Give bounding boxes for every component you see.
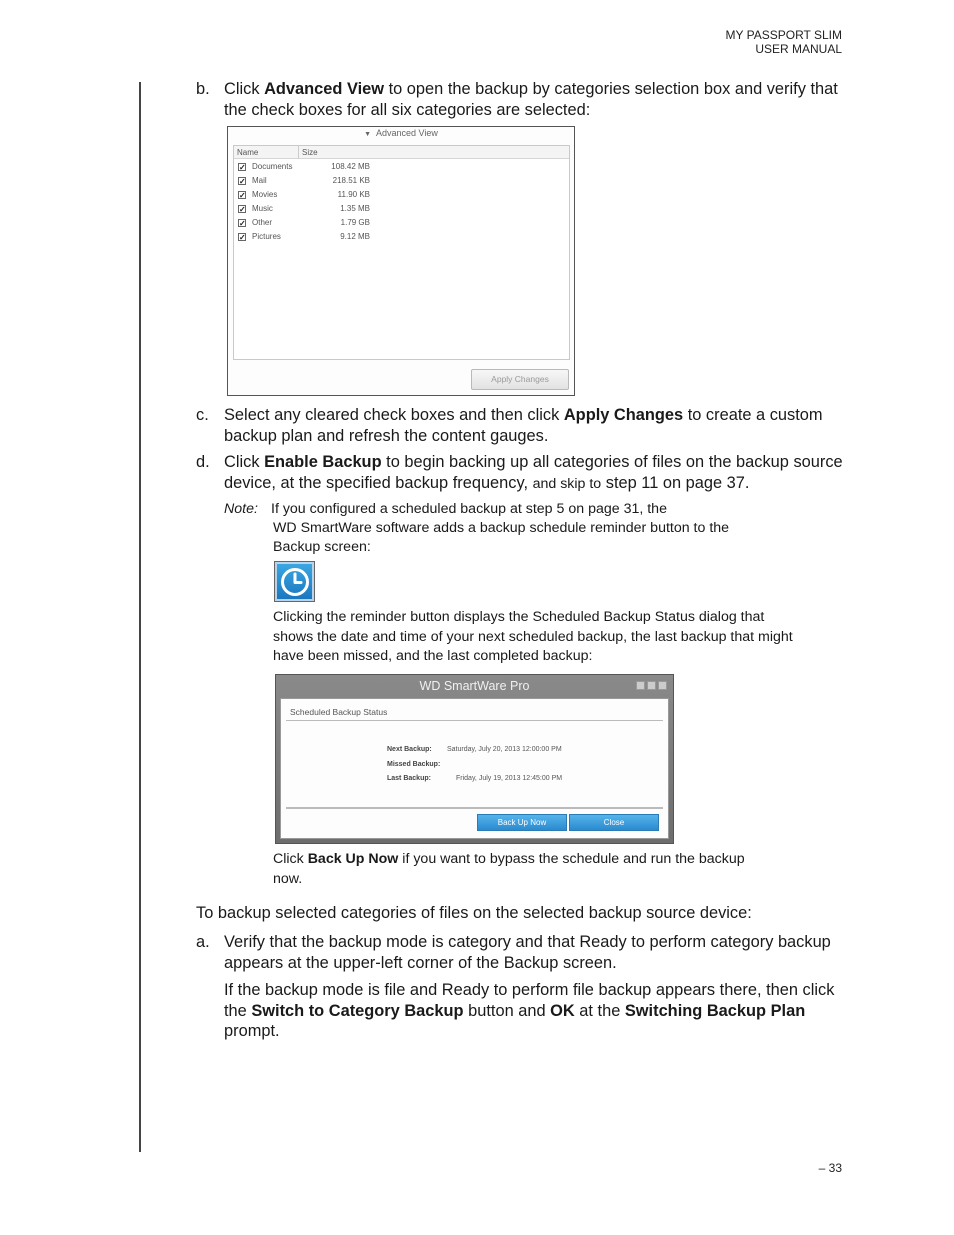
divider (286, 720, 663, 721)
switching-backup-plan-term: Switching Backup Plan (624, 1001, 806, 1020)
scheduled-backup-status-dialog (275, 674, 674, 844)
column-divider (298, 146, 299, 159)
margin-rule (139, 82, 141, 1152)
checkbox-checked-icon[interactable]: ✓ (239, 205, 246, 214)
text-run: Click (273, 851, 308, 867)
text-run: If the backup mode is file and Ready to perform file backup appears there, then click the (224, 981, 835, 1020)
note-paragraph-2: Clicking the reminder button displays the Scheduled Backup Status dialog that shows the date and time of your next scheduled backup, the last backup that might have been missed, and the last completed backup: (273, 609, 793, 664)
advanced-view-label: Advanced View (376, 128, 438, 138)
category-size: 1.35 MB (340, 204, 370, 213)
note-label-text: Note: (224, 501, 258, 517)
note-label (224, 500, 258, 520)
apply-changes-term: Apply Changes (563, 406, 684, 424)
step-d-text (224, 452, 849, 494)
maximize-icon[interactable] (647, 681, 656, 690)
category-size: 11.90 KB (337, 190, 370, 199)
running-header (726, 28, 842, 56)
category-size: 9.12 MB (340, 232, 370, 241)
step-d-marker: d. (196, 453, 210, 471)
text-run: and skip to (532, 475, 602, 492)
column-name-header: Name (237, 148, 259, 157)
text-run: at the (574, 1001, 625, 1020)
category-list-header (234, 146, 569, 159)
ok-term: OK (550, 1001, 575, 1020)
note-line-2: WD SmartWare software adds a backup schedule reminder button to the (273, 520, 730, 536)
back-up-now-term: Back Up Now (307, 851, 399, 867)
text-run: Select any cleared check boxes and then click (224, 406, 564, 424)
close-window-icon[interactable] (658, 681, 667, 690)
switch-to-category-backup-term: Switch to Category Backup (251, 1001, 464, 1020)
schedule-reminder-button[interactable] (274, 561, 315, 602)
text-run: prompt. (224, 1022, 280, 1040)
checkbox-checked-icon[interactable]: ✓ (239, 219, 246, 228)
step-a-marker: a. (196, 933, 210, 951)
last-backup-value: Friday, July 19, 2013 12:45:00 PM (456, 775, 563, 782)
section-intro: To backup selected categories of files on the selected backup source device: (196, 904, 752, 922)
next-backup-label: Next Backup: (387, 746, 432, 753)
next-backup-value: Saturday, July 20, 2013 12:00:00 PM (447, 746, 562, 753)
step-b-text (224, 79, 849, 120)
text-run: button and (463, 1001, 551, 1020)
dialog-subtitle: Scheduled Backup Status (290, 707, 388, 717)
page-number: – 33 (818, 1161, 842, 1175)
category-name: Documents (252, 162, 293, 171)
category-row-pictures[interactable] (234, 231, 384, 244)
last-backup-label: Last Backup: (387, 775, 431, 782)
back-up-now-button[interactable]: Back Up Now (477, 814, 567, 831)
missed-backup-label: Missed Backup: (387, 761, 441, 768)
category-name: Movies (252, 190, 278, 199)
step-c-text (224, 405, 849, 446)
advanced-view-title[interactable] (228, 128, 574, 138)
step-b-marker: b. (196, 80, 210, 98)
note-line-1: If you configured a scheduled backup at step 5 on page 31, the (271, 501, 667, 517)
category-row-documents[interactable] (234, 161, 384, 174)
text-run: to open the backup by categories selection box and verify that the check boxes for all six categories are selected: (224, 80, 838, 119)
category-name: Music (252, 204, 273, 213)
dialog-body (280, 698, 669, 839)
checkbox-checked-icon[interactable]: ✓ (239, 177, 246, 186)
dialog-title: WD SmartWare Pro (419, 679, 530, 693)
step-a-text: Verify that the backup mode is category and that Ready to perform category backup appears at the upper-left corner of the Backup screen. (224, 933, 831, 972)
advanced-view-screenshot (227, 126, 575, 396)
clock-icon (277, 564, 312, 599)
category-row-other[interactable] (234, 217, 384, 230)
header-manual: USER MANUAL (755, 42, 842, 56)
category-row-mail[interactable] (234, 175, 384, 188)
column-size-header: Size (302, 148, 318, 157)
checkbox-checked-icon[interactable]: ✓ (239, 163, 246, 172)
text-run: if you want to bypass the schedule and run the backup now. (273, 851, 745, 887)
apply-changes-button[interactable]: Apply Changes (471, 369, 569, 390)
category-name: Pictures (252, 232, 281, 241)
category-size: 108.42 MB (331, 162, 370, 171)
note-paragraph-3 (273, 850, 773, 889)
divider (286, 807, 663, 809)
category-size: 1.79 GB (340, 218, 370, 227)
checkbox-checked-icon[interactable]: ✓ (239, 191, 246, 200)
category-size: 218.51 KB (332, 176, 370, 185)
window-controls (636, 681, 667, 690)
text-run: Click (224, 80, 265, 98)
category-name: Other (252, 218, 273, 227)
switch-plan-paragraph (224, 980, 849, 1042)
close-button[interactable]: Close (569, 814, 659, 831)
note-line-3: Backup screen: (273, 539, 371, 555)
text-run: step 11 on page 37. (601, 473, 750, 492)
text-run: Click (224, 453, 265, 471)
text-run: to create a custom backup plan and refresh the content gauges. (224, 406, 823, 445)
category-list (233, 145, 570, 360)
category-row-music[interactable] (234, 203, 384, 216)
enable-backup-term: Enable Backup (264, 453, 382, 471)
category-row-movies[interactable] (234, 189, 384, 202)
category-name: Mail (252, 176, 267, 185)
triangle-down-icon: ▼ (364, 131, 372, 138)
checkbox-checked-icon[interactable]: ✓ (239, 233, 246, 242)
header-product: MY PASSPORT SLIM (725, 28, 842, 42)
step-c-marker: c. (196, 406, 209, 424)
advanced-view-term: Advanced View (264, 80, 385, 98)
minimize-icon[interactable] (636, 681, 645, 690)
text-run: to begin backing up all categories of files on the backup source device, at the specified backup frequency, (224, 453, 843, 492)
